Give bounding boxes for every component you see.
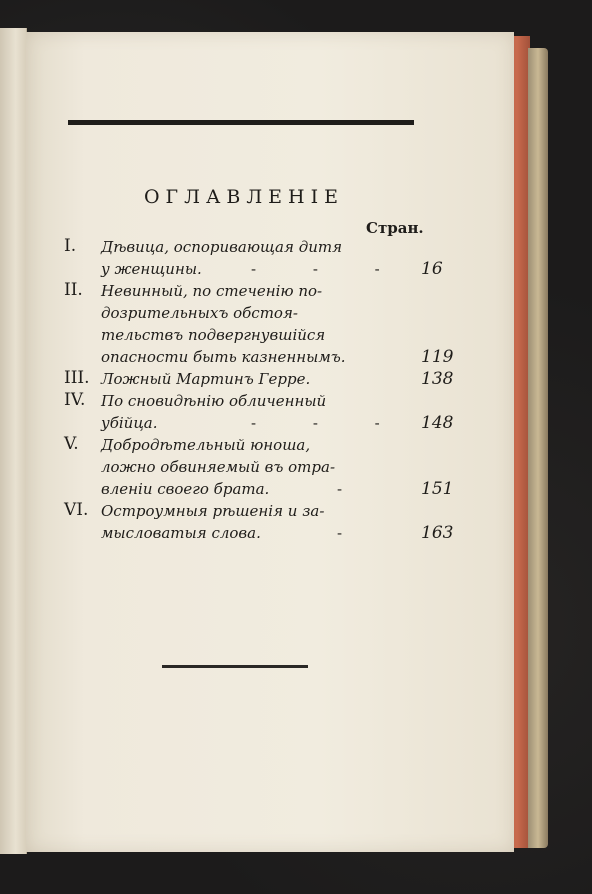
toc-entry-3 — [64, 368, 454, 390]
leader-dots: - — [337, 480, 369, 498]
book-page — [26, 32, 514, 852]
entry-title-line: тельствъ подвергнувшійся — [101, 326, 326, 344]
entry-title-line: дозрительныхъ обстоя- — [101, 304, 298, 322]
entry-title-line — [101, 522, 454, 544]
entry-title-line: По сновидѣнію обличенный — [101, 392, 327, 410]
entry-title-text: убійца. — [101, 414, 158, 432]
toc-entry-6 — [64, 500, 454, 544]
entry-number: III. — [64, 368, 90, 388]
page-column-label: Стран. — [366, 219, 424, 237]
bottom-rule — [162, 665, 308, 668]
entry-number: VI. — [64, 500, 89, 520]
entry-page-number: 148 — [421, 413, 454, 433]
entry-title-line — [101, 478, 454, 500]
toc-entry-5 — [64, 434, 454, 500]
entry-title-text: вленіи своего брата. — [101, 480, 270, 498]
entry-title-text: у женщины. — [101, 260, 202, 278]
entry-title-line: Дѣвица, оспоривающая дитя — [101, 238, 343, 256]
entry-page-number: 151 — [421, 479, 454, 499]
left-page-edge — [0, 28, 27, 854]
entry-title-line: Остроумныя рѣшенія и за- — [101, 502, 325, 520]
entry-page-number: 138 — [421, 369, 454, 389]
table-of-contents — [64, 236, 454, 544]
toc-entry-1 — [64, 236, 443, 280]
leader-dots: - - - — [251, 260, 406, 278]
entry-title-line — [101, 346, 454, 368]
book-cover-edge — [528, 48, 548, 848]
top-rule — [68, 120, 414, 125]
leader-dots: - - - — [251, 414, 406, 432]
entry-title-line: Добродѣтельный юноша, — [101, 436, 311, 454]
entry-title-line — [101, 412, 454, 434]
entry-number: V. — [64, 434, 79, 454]
entry-page-number: 163 — [421, 523, 454, 543]
toc-entry-2 — [64, 280, 454, 368]
leader-dots: - — [337, 524, 369, 542]
entry-title-text: опасности быть казненнымъ. — [101, 348, 346, 366]
entry-title-text: мысловатыя слова. — [101, 524, 261, 542]
page-title: ОГЛАВЛЕНІЕ — [143, 186, 345, 208]
toc-entry-4 — [64, 390, 454, 434]
entry-page-number: 119 — [421, 347, 454, 367]
entry-number: IV. — [64, 390, 86, 410]
entry-title-line: ложно обвиняемый въ отра- — [101, 458, 336, 476]
entry-number: II. — [64, 280, 83, 300]
entry-page-number: 16 — [421, 259, 443, 279]
entry-title-line — [101, 258, 443, 280]
entry-title-text: Ложный Мартинъ Герре. — [101, 370, 311, 388]
entry-title-line: Невинный, по стеченію по- — [101, 282, 323, 300]
entry-title-line — [101, 368, 454, 390]
entry-number: I. — [64, 236, 77, 256]
